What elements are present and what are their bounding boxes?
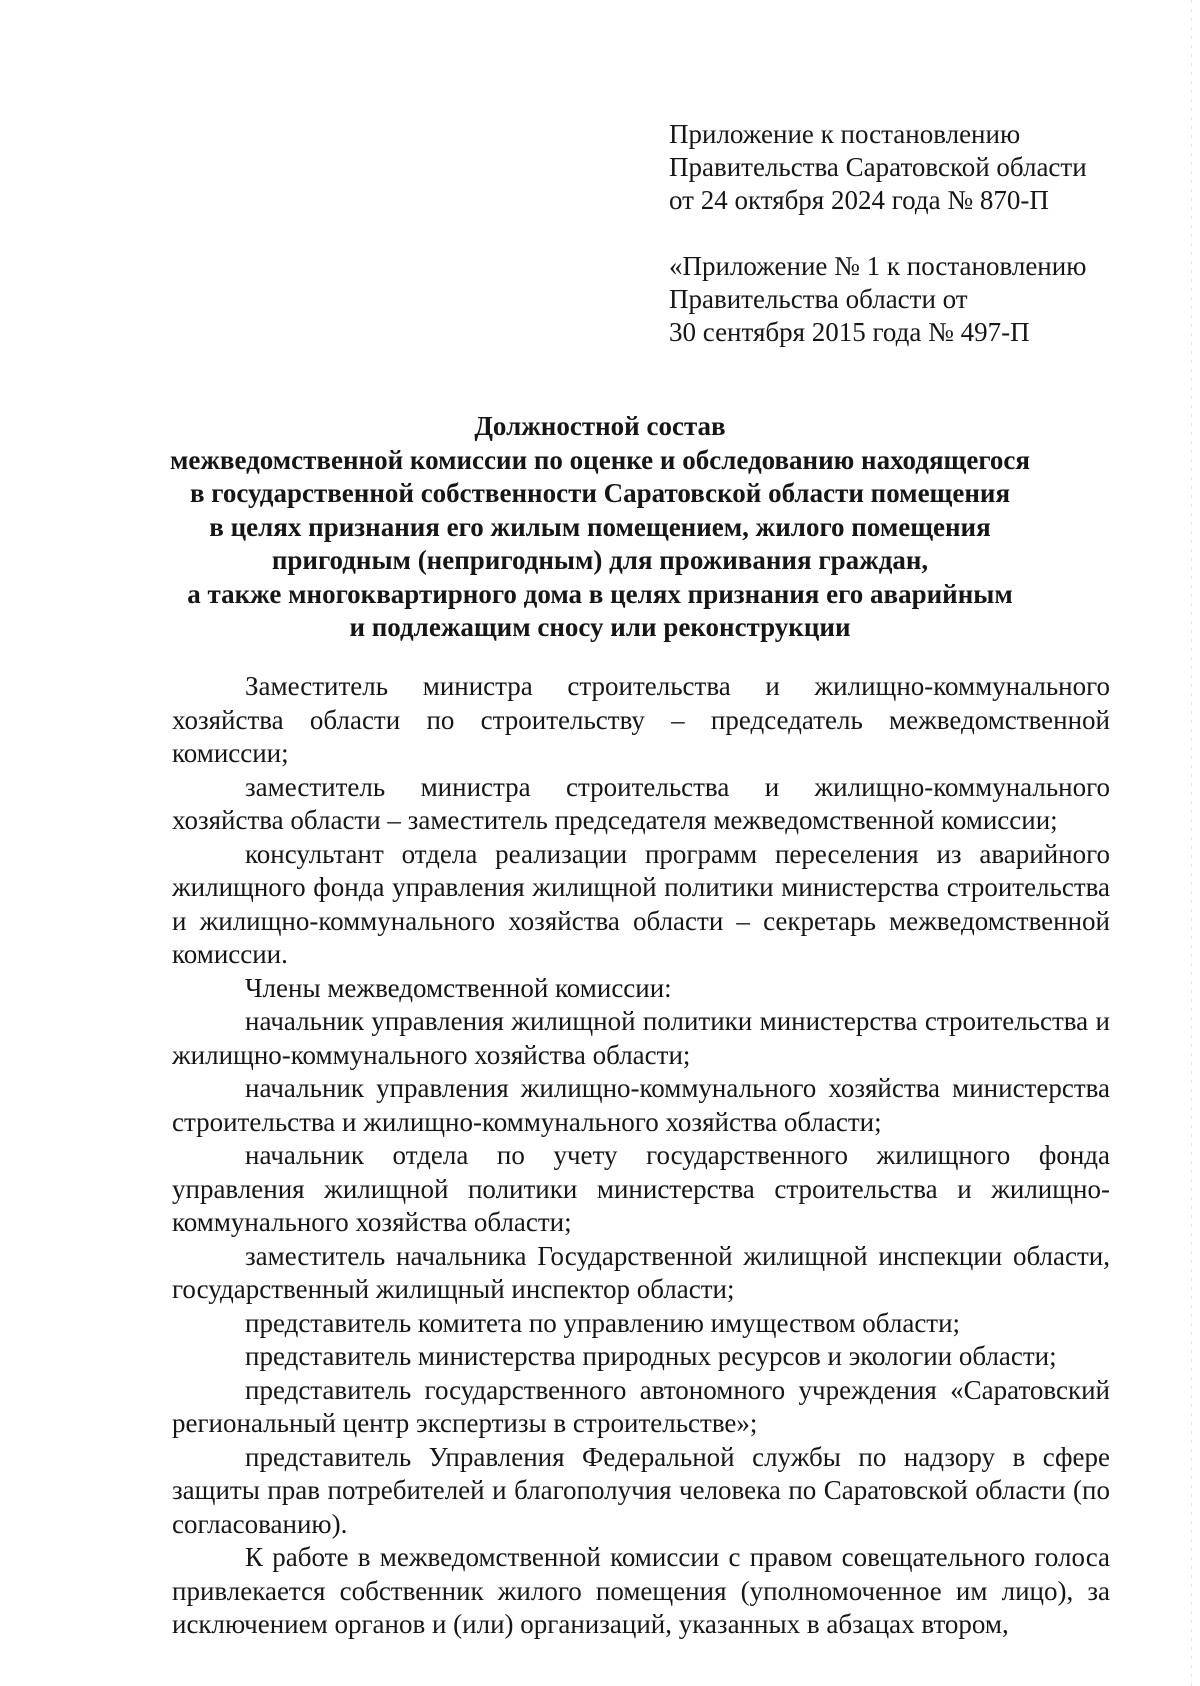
scan-edge <box>1191 0 1192 1686</box>
title-line: в государственной собственности Саратовской области помещения <box>189 478 1011 508</box>
document-body <box>172 670 1110 1642</box>
title-line: а также многоквартирного дома в целях признания его аварийным <box>187 578 1013 609</box>
approval-line: «Приложение № 1 к постановлению <box>669 251 1087 281</box>
title-line: межведомственной комиссии по оценке и обследованию находящегося <box>169 444 1031 475</box>
document-title <box>150 410 1050 645</box>
approval-line: Правительства Саратовской области <box>669 152 1087 182</box>
approval-line: от 24 октября 2024 года № 870-П <box>669 185 1049 215</box>
approval-stamp-original <box>669 250 1129 349</box>
body-paragraph: представитель государственного автономного учреждения «Саратовский региональный центр экспертизы в строительстве»; <box>172 1374 1110 1438</box>
body-paragraph: начальник отдела по учету государственного жилищного фонда управления жилищной политики министерства строительства и жилищно-коммунального хозяйства области; <box>172 1140 1110 1237</box>
approval-line: 30 сентября 2015 года № 497-П <box>669 317 1030 347</box>
body-paragraph: Заместитель министра строительства и жилищно-коммунального хозяйства области по строительству – председатель межведомственной комиссии; <box>172 671 1110 768</box>
body-paragraph: консультант отдела реализации программ переселения из аварийного жилищного фонда управления жилищной политики министерства строительства и жилищно-коммунального хозяйства области – секретарь межведомственной комиссии. <box>172 838 1110 969</box>
body-paragraph: начальник управления жилищно-коммунального хозяйства министерства строительства и жилищно-коммунального хозяйства области; <box>172 1073 1110 1137</box>
members-heading: Члены межведомственной комиссии: <box>245 972 672 1003</box>
approval-line: Правительства области от <box>669 284 968 314</box>
approval-stamp-current <box>669 118 1129 217</box>
body-paragraph: представитель министерства природных ресурсов и экологии области; <box>245 1341 1057 1371</box>
approval-line: Приложение к постановлению <box>669 119 1021 149</box>
title-line: в целях признания его жилым помещением, жилого помещения <box>209 511 991 542</box>
title-line: и подлежащим сносу или реконструкции <box>349 612 851 642</box>
body-paragraph: начальник управления жилищной политики министерства строительства и жилищно-коммунального хозяйства области; <box>172 1006 1110 1070</box>
body-paragraph: К работе в межведомственной комиссии с правом совещательного голоса привлекается собственник жилого помещения (уполномоченное им лицо), за исключением органов и (или) организаций, указанных в абзацах втором, <box>172 1542 1110 1639</box>
title-line: пригодным (непригодным) для проживания граждан, <box>271 545 929 575</box>
body-paragraph: заместитель начальника Государственной жилищной инспекции области, государственный жилищный инспектор области; <box>172 1240 1110 1304</box>
body-paragraph: представитель Управления Федеральной службы по надзору в сфере защиты прав потребителей и благополучия человека по Саратовской области (по согласованию). <box>172 1441 1110 1539</box>
body-paragraph: заместитель министра строительства и жилищно-коммунального хозяйства области – заместитель председателя межведомственной комиссии; <box>172 771 1110 835</box>
title-line: Должностной состав <box>474 411 726 441</box>
body-paragraph: представитель комитета по управлению имуществом области; <box>245 1307 961 1338</box>
